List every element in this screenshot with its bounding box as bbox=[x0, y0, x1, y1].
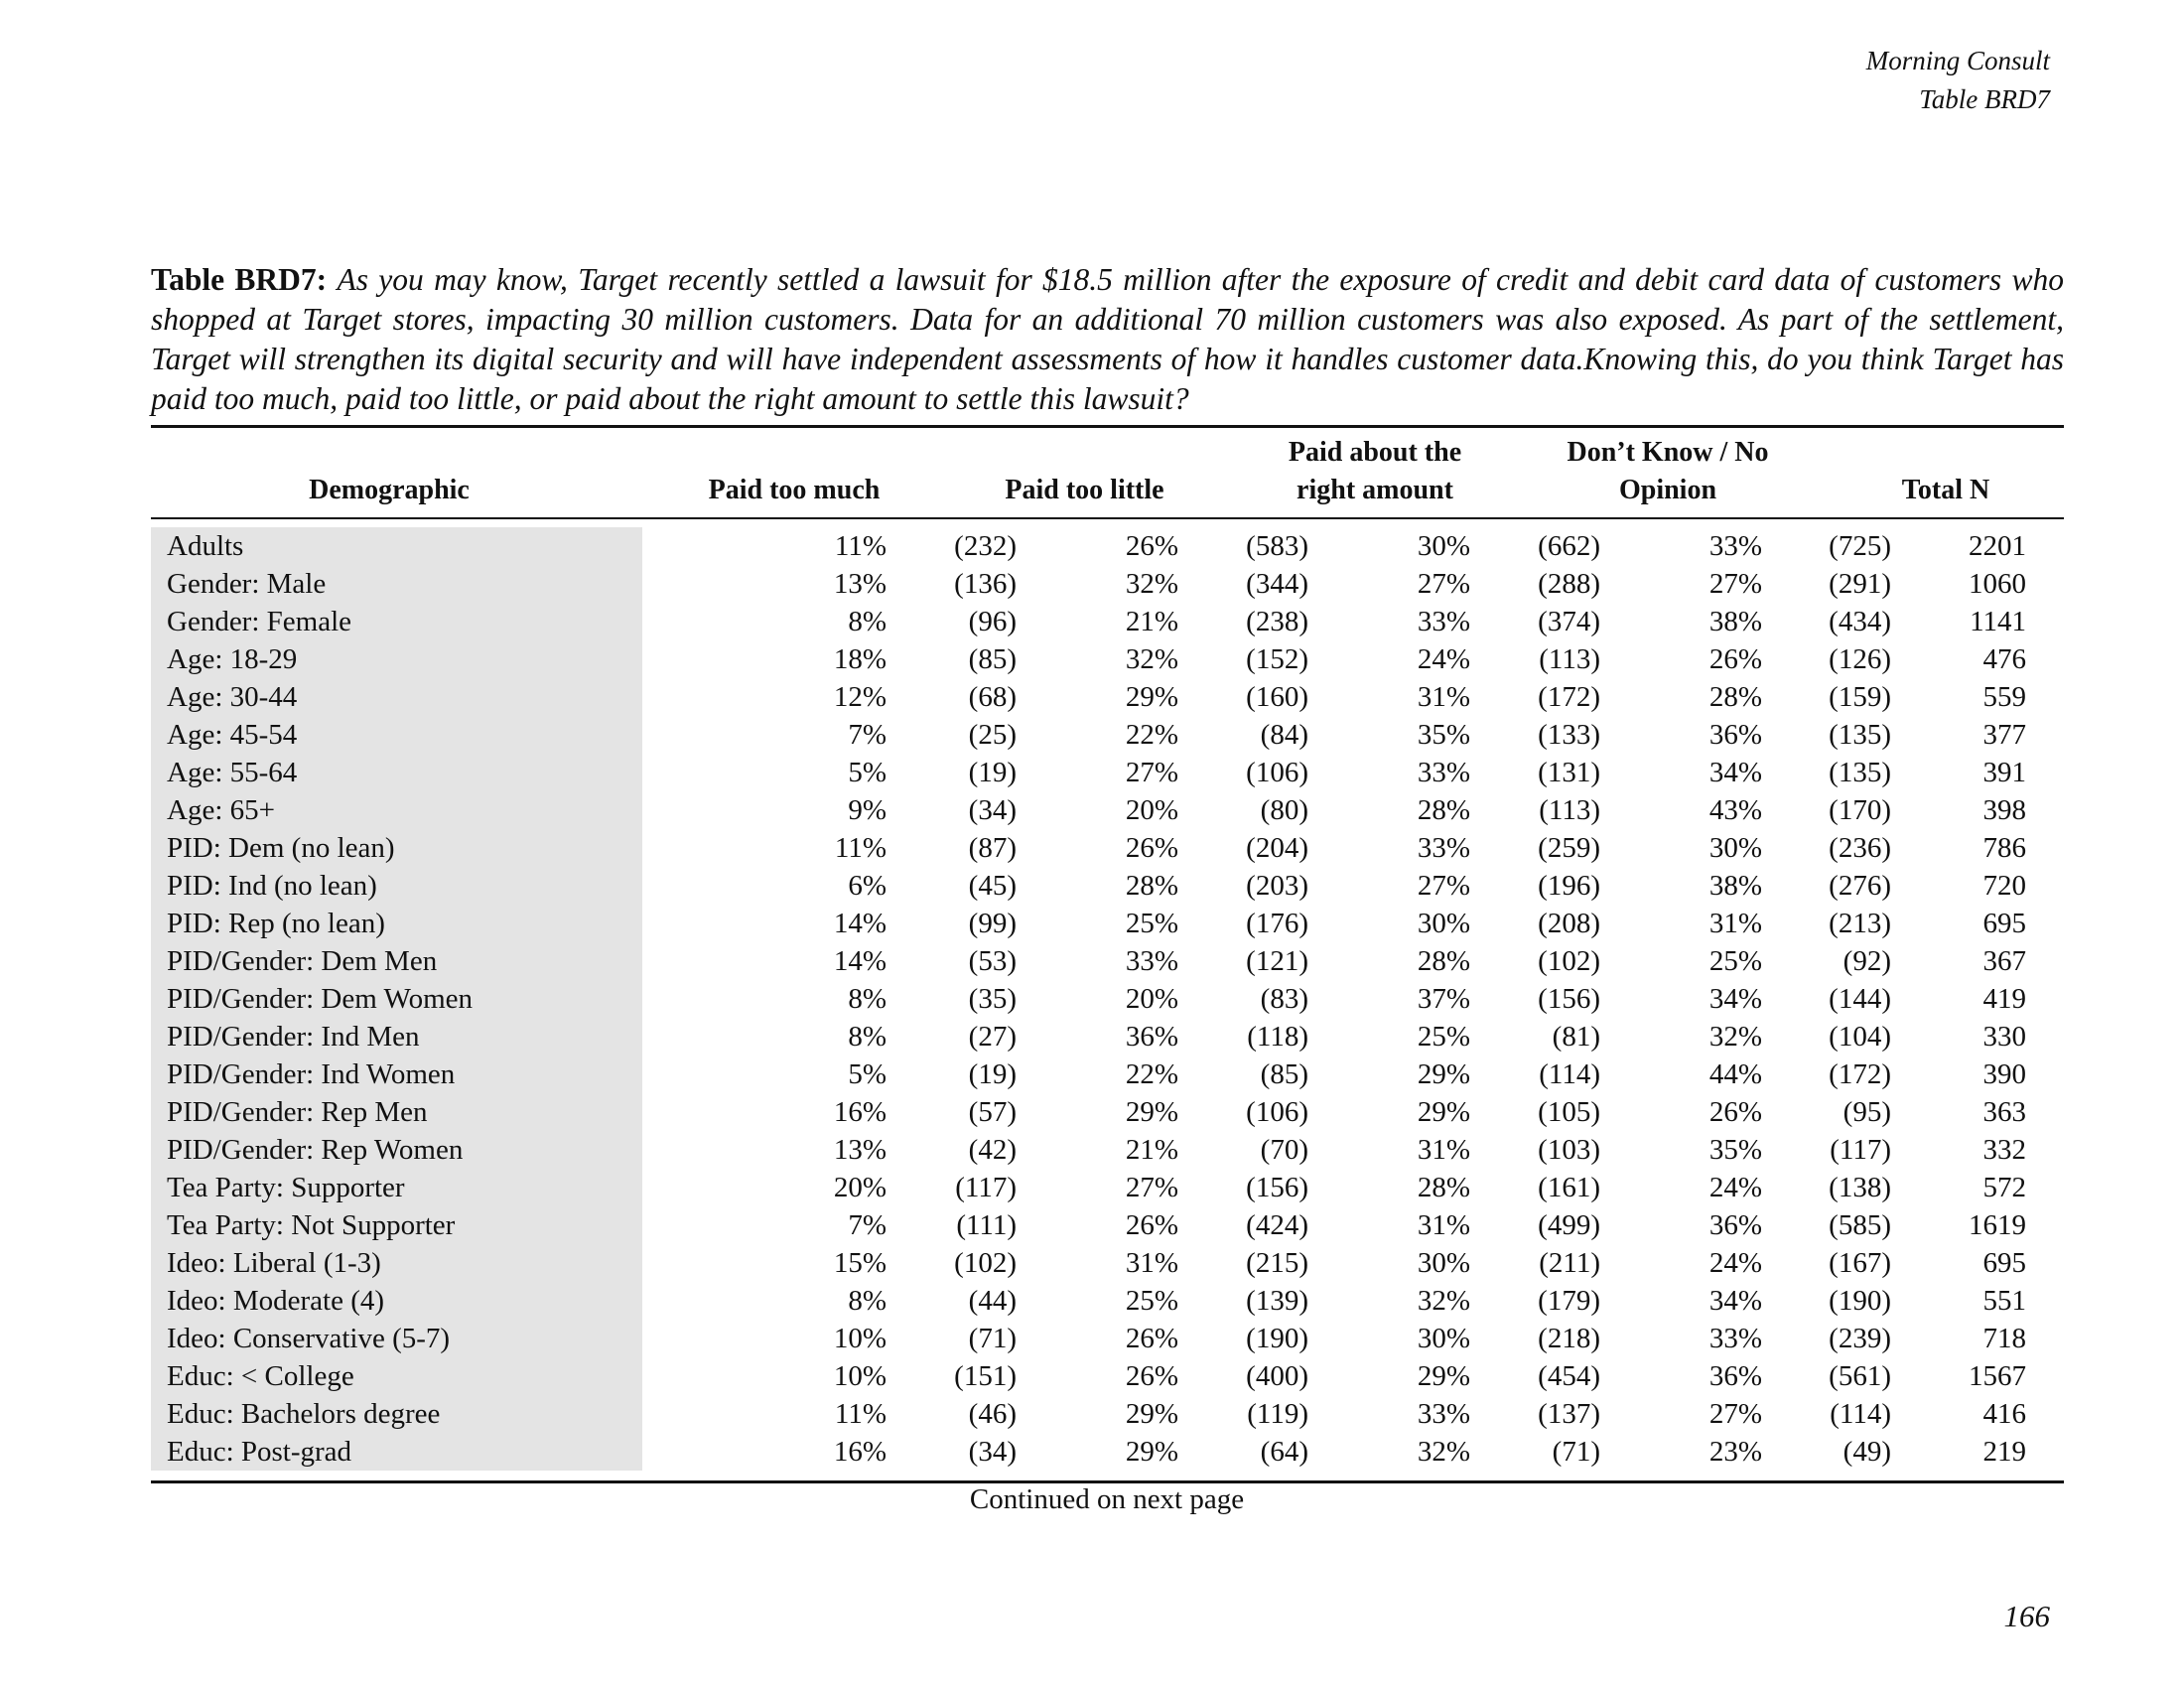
paid-right-n: (105) bbox=[1538, 1096, 1600, 1128]
paid-too-little-pct: 26% bbox=[1125, 1323, 1178, 1354]
paid-right-pct: 28% bbox=[1417, 945, 1470, 977]
paid-too-little-pct: 29% bbox=[1125, 1398, 1178, 1430]
paid-right-pct: 28% bbox=[1417, 794, 1470, 826]
paid-too-much-pct: 8% bbox=[848, 983, 887, 1015]
total-n: 1619 bbox=[1969, 1209, 2026, 1241]
header-dont-know-line2: Opinion bbox=[1618, 475, 1717, 505]
paid-too-much-n: (87) bbox=[968, 832, 1017, 864]
demographic-cell: PID/Gender: Dem Women bbox=[151, 980, 642, 1018]
paid-right-n: (288) bbox=[1538, 568, 1600, 600]
paid-right-pct: 29% bbox=[1417, 1096, 1470, 1128]
dont-know-pct: 31% bbox=[1708, 908, 1762, 939]
table-row bbox=[151, 1433, 2064, 1471]
paid-too-little-n: (121) bbox=[1246, 945, 1308, 977]
paid-too-much-n: (34) bbox=[968, 794, 1017, 826]
paid-too-much-n: (42) bbox=[968, 1134, 1017, 1166]
paid-too-little-pct: 31% bbox=[1125, 1247, 1178, 1279]
paid-too-little-n: (139) bbox=[1246, 1285, 1308, 1317]
paid-too-little-n: (203) bbox=[1246, 870, 1308, 902]
total-n: 390 bbox=[1982, 1058, 2026, 1090]
paid-too-little-pct: 32% bbox=[1125, 568, 1178, 600]
dont-know-n: (144) bbox=[1829, 983, 1891, 1015]
demographic-cell: PID: Rep (no lean) bbox=[151, 905, 642, 942]
dont-know-n: (725) bbox=[1829, 530, 1891, 562]
paid-too-much-n: (27) bbox=[968, 1021, 1017, 1053]
paid-too-much-pct: 11% bbox=[834, 530, 887, 562]
demographic-cell: Tea Party: Supporter bbox=[151, 1169, 642, 1206]
paid-right-pct: 32% bbox=[1417, 1285, 1470, 1317]
paid-too-little-n: (80) bbox=[1260, 794, 1308, 826]
total-n: 551 bbox=[1982, 1285, 2026, 1317]
table-row bbox=[151, 1131, 2064, 1169]
demographic-cell: Educ: Bachelors degree bbox=[151, 1395, 642, 1433]
dont-know-n: (135) bbox=[1829, 719, 1891, 751]
dont-know-pct: 32% bbox=[1708, 1021, 1762, 1053]
paid-right-n: (133) bbox=[1538, 719, 1600, 751]
total-n: 559 bbox=[1982, 681, 2026, 713]
page-number: 166 bbox=[2003, 1599, 2050, 1633]
paid-right-n: (102) bbox=[1538, 945, 1600, 977]
paid-too-much-pct: 6% bbox=[848, 870, 887, 902]
paid-right-pct: 27% bbox=[1417, 870, 1470, 902]
dont-know-pct: 24% bbox=[1708, 1247, 1762, 1279]
paid-too-little-n: (190) bbox=[1246, 1323, 1308, 1354]
paid-too-much-pct: 11% bbox=[834, 832, 887, 864]
paid-too-much-n: (85) bbox=[968, 643, 1017, 675]
dont-know-n: (190) bbox=[1829, 1285, 1891, 1317]
paid-too-little-pct: 26% bbox=[1125, 832, 1178, 864]
paid-too-little-pct: 33% bbox=[1125, 945, 1178, 977]
dont-know-pct: 34% bbox=[1708, 1285, 1762, 1317]
caption-label: Table BRD7: bbox=[151, 262, 328, 297]
demographic-cell: Age: 65+ bbox=[151, 791, 642, 829]
total-n: 786 bbox=[1982, 832, 2026, 864]
paid-right-pct: 29% bbox=[1417, 1360, 1470, 1392]
paid-too-little-n: (400) bbox=[1246, 1360, 1308, 1392]
paid-too-much-pct: 20% bbox=[833, 1172, 887, 1203]
total-n: 1141 bbox=[1970, 606, 2026, 637]
dont-know-pct: 34% bbox=[1708, 757, 1762, 788]
paid-too-much-n: (57) bbox=[968, 1096, 1017, 1128]
header-dont-know bbox=[1534, 434, 1802, 509]
total-n: 416 bbox=[1982, 1398, 2026, 1430]
demographic-cell: Age: 45-54 bbox=[151, 716, 642, 754]
paid-too-little-pct: 29% bbox=[1125, 1096, 1178, 1128]
dont-know-pct: 34% bbox=[1708, 983, 1762, 1015]
paid-too-little-pct: 27% bbox=[1125, 1172, 1178, 1203]
dont-know-pct: 36% bbox=[1708, 1209, 1762, 1241]
dont-know-n: (236) bbox=[1829, 832, 1891, 864]
paid-too-little-n: (84) bbox=[1260, 719, 1308, 751]
paid-right-n: (208) bbox=[1538, 908, 1600, 939]
paid-too-much-n: (68) bbox=[968, 681, 1017, 713]
paid-too-little-pct: 22% bbox=[1125, 719, 1178, 751]
dont-know-n: (213) bbox=[1829, 908, 1891, 939]
paid-right-n: (172) bbox=[1538, 681, 1600, 713]
dont-know-pct: 44% bbox=[1708, 1058, 1762, 1090]
demographic-cell: Age: 55-64 bbox=[151, 754, 642, 791]
running-head bbox=[1866, 42, 2050, 119]
paid-too-much-n: (19) bbox=[968, 1058, 1017, 1090]
paid-too-little-pct: 21% bbox=[1125, 606, 1178, 637]
paid-too-little-pct: 36% bbox=[1125, 1021, 1178, 1053]
paid-too-much-pct: 11% bbox=[834, 1398, 887, 1430]
paid-right-n: (113) bbox=[1539, 643, 1600, 675]
dont-know-pct: 33% bbox=[1708, 530, 1762, 562]
paid-too-much-n: (71) bbox=[968, 1323, 1017, 1354]
paid-right-n: (71) bbox=[1552, 1436, 1600, 1468]
demographic-cell: PID/Gender: Ind Men bbox=[151, 1018, 642, 1055]
paid-too-much-pct: 13% bbox=[833, 1134, 887, 1166]
table-row bbox=[151, 1018, 2064, 1055]
paid-too-much-pct: 5% bbox=[848, 1058, 887, 1090]
dont-know-pct: 43% bbox=[1708, 794, 1762, 826]
total-n: 718 bbox=[1982, 1323, 2026, 1354]
table-top-rule bbox=[151, 425, 2064, 428]
table-row bbox=[151, 905, 2064, 942]
paid-right-pct: 37% bbox=[1417, 983, 1470, 1015]
dont-know-n: (138) bbox=[1829, 1172, 1891, 1203]
paid-too-little-n: (344) bbox=[1246, 568, 1308, 600]
paid-right-n: (81) bbox=[1552, 1021, 1600, 1053]
demographic-cell: Gender: Female bbox=[151, 603, 642, 640]
paid-too-much-n: (102) bbox=[954, 1247, 1017, 1279]
demographic-cell: PID/Gender: Rep Women bbox=[151, 1131, 642, 1169]
paid-right-n: (218) bbox=[1538, 1323, 1600, 1354]
paid-too-much-pct: 14% bbox=[833, 908, 887, 939]
dont-know-pct: 30% bbox=[1708, 832, 1762, 864]
dont-know-pct: 35% bbox=[1708, 1134, 1762, 1166]
total-n: 363 bbox=[1982, 1096, 2026, 1128]
table-row bbox=[151, 1320, 2064, 1357]
paid-too-much-n: (96) bbox=[968, 606, 1017, 637]
demographic-cell: Tea Party: Not Supporter bbox=[151, 1206, 642, 1244]
paid-too-much-n: (136) bbox=[954, 568, 1017, 600]
paid-too-much-n: (117) bbox=[955, 1172, 1017, 1203]
paid-too-much-n: (35) bbox=[968, 983, 1017, 1015]
paid-right-pct: 33% bbox=[1417, 606, 1470, 637]
table-row bbox=[151, 754, 2064, 791]
paid-right-n: (131) bbox=[1538, 757, 1600, 788]
table-caption bbox=[151, 260, 2064, 419]
dont-know-n: (434) bbox=[1829, 606, 1891, 637]
paid-too-much-pct: 14% bbox=[833, 945, 887, 977]
total-n: 219 bbox=[1982, 1436, 2026, 1468]
dont-know-n: (126) bbox=[1829, 643, 1891, 675]
paid-right-n: (259) bbox=[1538, 832, 1600, 864]
paid-too-much-pct: 10% bbox=[833, 1323, 887, 1354]
paid-too-much-pct: 16% bbox=[833, 1096, 887, 1128]
total-n: 419 bbox=[1982, 983, 2026, 1015]
paid-too-much-pct: 7% bbox=[848, 719, 887, 751]
header-dont-know-line1: Don’t Know / No bbox=[1567, 437, 1769, 468]
paid-too-little-n: (106) bbox=[1246, 1096, 1308, 1128]
dont-know-pct: 25% bbox=[1708, 945, 1762, 977]
paid-too-little-pct: 21% bbox=[1125, 1134, 1178, 1166]
demographic-cell: PID/Gender: Dem Men bbox=[151, 942, 642, 980]
dont-know-pct: 36% bbox=[1708, 1360, 1762, 1392]
paid-too-little-n: (160) bbox=[1246, 681, 1308, 713]
paid-right-pct: 32% bbox=[1417, 1436, 1470, 1468]
paid-right-pct: 29% bbox=[1417, 1058, 1470, 1090]
dont-know-pct: 38% bbox=[1708, 870, 1762, 902]
demographic-cell: Educ: < College bbox=[151, 1357, 642, 1395]
dont-know-pct: 28% bbox=[1708, 681, 1762, 713]
table-row bbox=[151, 1093, 2064, 1131]
demographic-cell: Ideo: Conservative (5-7) bbox=[151, 1320, 642, 1357]
paid-right-n: (137) bbox=[1538, 1398, 1600, 1430]
paid-too-much-n: (111) bbox=[956, 1209, 1017, 1241]
dont-know-pct: 27% bbox=[1708, 568, 1762, 600]
paid-too-little-pct: 22% bbox=[1125, 1058, 1178, 1090]
paid-right-n: (179) bbox=[1538, 1285, 1600, 1317]
paid-too-little-n: (106) bbox=[1246, 757, 1308, 788]
dont-know-n: (170) bbox=[1829, 794, 1891, 826]
total-n: 720 bbox=[1982, 870, 2026, 902]
paid-too-little-n: (85) bbox=[1260, 1058, 1308, 1090]
total-n: 1060 bbox=[1969, 568, 2026, 600]
dont-know-n: (117) bbox=[1830, 1134, 1891, 1166]
paid-too-little-pct: 25% bbox=[1125, 908, 1178, 939]
dont-know-n: (276) bbox=[1829, 870, 1891, 902]
header-paid-too-much: Paid too much bbox=[708, 475, 881, 505]
paid-too-little-n: (156) bbox=[1246, 1172, 1308, 1203]
paid-right-n: (211) bbox=[1539, 1247, 1600, 1279]
paid-right-n: (499) bbox=[1538, 1209, 1600, 1241]
paid-too-much-pct: 7% bbox=[848, 1209, 887, 1241]
demographic-cell: Gender: Male bbox=[151, 565, 642, 603]
paid-right-n: (662) bbox=[1538, 530, 1600, 562]
table-row bbox=[151, 1206, 2064, 1244]
continued-note: Continued on next page bbox=[969, 1483, 1245, 1515]
dont-know-pct: 23% bbox=[1708, 1436, 1762, 1468]
paid-too-much-pct: 16% bbox=[833, 1436, 887, 1468]
paid-too-little-pct: 28% bbox=[1125, 870, 1178, 902]
paid-right-n: (196) bbox=[1538, 870, 1600, 902]
table-row bbox=[151, 678, 2064, 716]
paid-too-much-pct: 8% bbox=[848, 1285, 887, 1317]
total-n: 572 bbox=[1982, 1172, 2026, 1203]
paid-too-much-pct: 9% bbox=[848, 794, 887, 826]
paid-too-much-pct: 5% bbox=[848, 757, 887, 788]
table-row bbox=[151, 1357, 2064, 1395]
paid-too-little-pct: 26% bbox=[1125, 530, 1178, 562]
dont-know-n: (159) bbox=[1829, 681, 1891, 713]
dont-know-pct: 26% bbox=[1708, 643, 1762, 675]
paid-too-little-pct: 25% bbox=[1125, 1285, 1178, 1317]
paid-right-pct: 35% bbox=[1417, 719, 1470, 751]
paid-too-little-n: (64) bbox=[1260, 1436, 1308, 1468]
dont-know-n: (49) bbox=[1843, 1436, 1891, 1468]
demographic-cell: Educ: Post-grad bbox=[151, 1433, 642, 1471]
paid-too-much-n: (44) bbox=[968, 1285, 1017, 1317]
paid-right-pct: 30% bbox=[1417, 530, 1470, 562]
paid-too-much-n: (19) bbox=[968, 757, 1017, 788]
paid-right-pct: 30% bbox=[1417, 908, 1470, 939]
dont-know-n: (95) bbox=[1843, 1096, 1891, 1128]
paid-too-little-n: (238) bbox=[1246, 606, 1308, 637]
paid-too-much-pct: 8% bbox=[848, 1021, 887, 1053]
header-paid-right-line2: right amount bbox=[1297, 475, 1453, 505]
table-row bbox=[151, 1282, 2064, 1320]
table-row bbox=[151, 565, 2064, 603]
demographic-cell: PID/Gender: Rep Men bbox=[151, 1093, 642, 1131]
paid-right-pct: 24% bbox=[1417, 643, 1470, 675]
table-row bbox=[151, 1055, 2064, 1093]
paid-right-pct: 33% bbox=[1417, 832, 1470, 864]
paid-too-little-pct: 29% bbox=[1125, 681, 1178, 713]
dont-know-n: (291) bbox=[1829, 568, 1891, 600]
paid-too-little-pct: 27% bbox=[1125, 757, 1178, 788]
table-row bbox=[151, 1395, 2064, 1433]
dont-know-pct: 38% bbox=[1708, 606, 1762, 637]
table-body bbox=[151, 527, 2064, 1471]
total-n: 367 bbox=[1982, 945, 2026, 977]
total-n: 695 bbox=[1982, 1247, 2026, 1279]
paid-too-much-n: (45) bbox=[968, 870, 1017, 902]
demographic-cell: PID/Gender: Ind Women bbox=[151, 1055, 642, 1093]
paid-too-much-pct: 13% bbox=[833, 568, 887, 600]
header-rule bbox=[151, 517, 2064, 519]
dont-know-pct: 27% bbox=[1708, 1398, 1762, 1430]
paid-too-little-n: (204) bbox=[1246, 832, 1308, 864]
demographic-cell: Age: 30-44 bbox=[151, 678, 642, 716]
table-row bbox=[151, 640, 2064, 678]
dont-know-pct: 24% bbox=[1708, 1172, 1762, 1203]
paid-too-little-pct: 26% bbox=[1125, 1209, 1178, 1241]
dont-know-n: (561) bbox=[1829, 1360, 1891, 1392]
header-paid-right-amount bbox=[1246, 434, 1504, 509]
total-n: 391 bbox=[1982, 757, 2026, 788]
demographic-cell: Adults bbox=[151, 527, 642, 565]
dont-know-n: (135) bbox=[1829, 757, 1891, 788]
paid-too-little-n: (583) bbox=[1246, 530, 1308, 562]
dont-know-pct: 36% bbox=[1708, 719, 1762, 751]
header-paid-right-line1: Paid about the bbox=[1288, 437, 1462, 468]
paid-right-pct: 30% bbox=[1417, 1247, 1470, 1279]
paid-too-little-n: (176) bbox=[1246, 908, 1308, 939]
paid-too-little-pct: 32% bbox=[1125, 643, 1178, 675]
paid-too-much-n: (53) bbox=[968, 945, 1017, 977]
paid-right-pct: 33% bbox=[1417, 1398, 1470, 1430]
dont-know-n: (239) bbox=[1829, 1323, 1891, 1354]
paid-too-little-n: (70) bbox=[1260, 1134, 1308, 1166]
demographic-cell: PID: Ind (no lean) bbox=[151, 867, 642, 905]
paid-right-n: (156) bbox=[1538, 983, 1600, 1015]
paid-too-much-n: (34) bbox=[968, 1436, 1017, 1468]
paid-too-little-n: (152) bbox=[1246, 643, 1308, 675]
table-row bbox=[151, 791, 2064, 829]
demographic-cell: Ideo: Moderate (4) bbox=[151, 1282, 642, 1320]
paid-right-n: (454) bbox=[1538, 1360, 1600, 1392]
demographic-cell: Age: 18-29 bbox=[151, 640, 642, 678]
paid-too-little-pct: 29% bbox=[1125, 1436, 1178, 1468]
total-n: 695 bbox=[1982, 908, 2026, 939]
demographic-cell: Ideo: Liberal (1-3) bbox=[151, 1244, 642, 1282]
dont-know-pct: 33% bbox=[1708, 1323, 1762, 1354]
paid-too-much-n: (25) bbox=[968, 719, 1017, 751]
paid-too-little-pct: 20% bbox=[1125, 983, 1178, 1015]
total-n: 332 bbox=[1982, 1134, 2026, 1166]
paid-too-much-pct: 12% bbox=[833, 681, 887, 713]
total-n: 2201 bbox=[1969, 530, 2026, 562]
table-row bbox=[151, 716, 2064, 754]
paid-too-much-pct: 10% bbox=[833, 1360, 887, 1392]
paid-right-n: (161) bbox=[1538, 1172, 1600, 1203]
paid-right-pct: 31% bbox=[1417, 1209, 1470, 1241]
paid-right-pct: 30% bbox=[1417, 1323, 1470, 1354]
dont-know-n: (104) bbox=[1829, 1021, 1891, 1053]
dont-know-n: (114) bbox=[1830, 1398, 1891, 1430]
paid-too-little-pct: 20% bbox=[1125, 794, 1178, 826]
header-demographic: Demographic bbox=[309, 475, 470, 505]
paid-too-much-n: (151) bbox=[954, 1360, 1017, 1392]
table-row bbox=[151, 980, 2064, 1018]
dont-know-n: (172) bbox=[1829, 1058, 1891, 1090]
paid-too-much-n: (99) bbox=[968, 908, 1017, 939]
paid-too-little-n: (424) bbox=[1246, 1209, 1308, 1241]
dont-know-pct: 26% bbox=[1708, 1096, 1762, 1128]
table-row bbox=[151, 1244, 2064, 1282]
total-n: 330 bbox=[1982, 1021, 2026, 1053]
paid-too-little-pct: 26% bbox=[1125, 1360, 1178, 1392]
paid-too-little-n: (215) bbox=[1246, 1247, 1308, 1279]
table-row bbox=[151, 829, 2064, 867]
table-row bbox=[151, 1169, 2064, 1206]
publisher-name: Morning Consult bbox=[1865, 46, 2050, 75]
paid-right-n: (103) bbox=[1538, 1134, 1600, 1166]
paid-right-pct: 27% bbox=[1417, 568, 1470, 600]
paid-too-much-pct: 8% bbox=[848, 606, 887, 637]
table-row bbox=[151, 527, 2064, 565]
paid-right-pct: 25% bbox=[1417, 1021, 1470, 1053]
paid-too-much-n: (232) bbox=[954, 530, 1017, 562]
caption-question: As you may know, Target recently settled a lawsuit for $18.5 million after the exposure of credit and debit card data of customers who shopped at Target stores, impacting 30 million customers. Data for an additional 70 million customers was also exposed. As part of the settlement, Target will strengthen its digital security and will have independent assessments of how it handles customer data.Knowing this, do you think Target has paid too much, paid too little, or paid about the right amount to settle this lawsuit? bbox=[151, 262, 2065, 416]
paid-right-n: (114) bbox=[1539, 1058, 1600, 1090]
paid-too-little-n: (118) bbox=[1247, 1021, 1308, 1053]
paid-too-much-pct: 18% bbox=[833, 643, 887, 675]
paid-right-pct: 33% bbox=[1417, 757, 1470, 788]
total-n: 377 bbox=[1982, 719, 2026, 751]
paid-right-pct: 31% bbox=[1417, 681, 1470, 713]
dont-know-n: (92) bbox=[1843, 945, 1891, 977]
paid-too-much-n: (46) bbox=[968, 1398, 1017, 1430]
table-row bbox=[151, 942, 2064, 980]
total-n: 476 bbox=[1982, 643, 2026, 675]
paid-too-little-n: (83) bbox=[1260, 983, 1308, 1015]
dont-know-n: (167) bbox=[1829, 1247, 1891, 1279]
paid-right-n: (374) bbox=[1538, 606, 1600, 637]
paid-right-n: (113) bbox=[1539, 794, 1600, 826]
dont-know-n: (585) bbox=[1829, 1209, 1891, 1241]
table-id: Table BRD7 bbox=[1919, 84, 2050, 114]
table-row bbox=[151, 603, 2064, 640]
paid-too-much-pct: 15% bbox=[833, 1247, 887, 1279]
header-total-n: Total N bbox=[1901, 475, 1990, 505]
header-paid-too-little: Paid too little bbox=[1005, 475, 1164, 505]
table-row bbox=[151, 867, 2064, 905]
paid-right-pct: 28% bbox=[1417, 1172, 1470, 1203]
demographic-cell: PID: Dem (no lean) bbox=[151, 829, 642, 867]
paid-right-pct: 31% bbox=[1417, 1134, 1470, 1166]
total-n: 398 bbox=[1982, 794, 2026, 826]
paid-too-little-n: (119) bbox=[1247, 1398, 1308, 1430]
total-n: 1567 bbox=[1969, 1360, 2026, 1392]
